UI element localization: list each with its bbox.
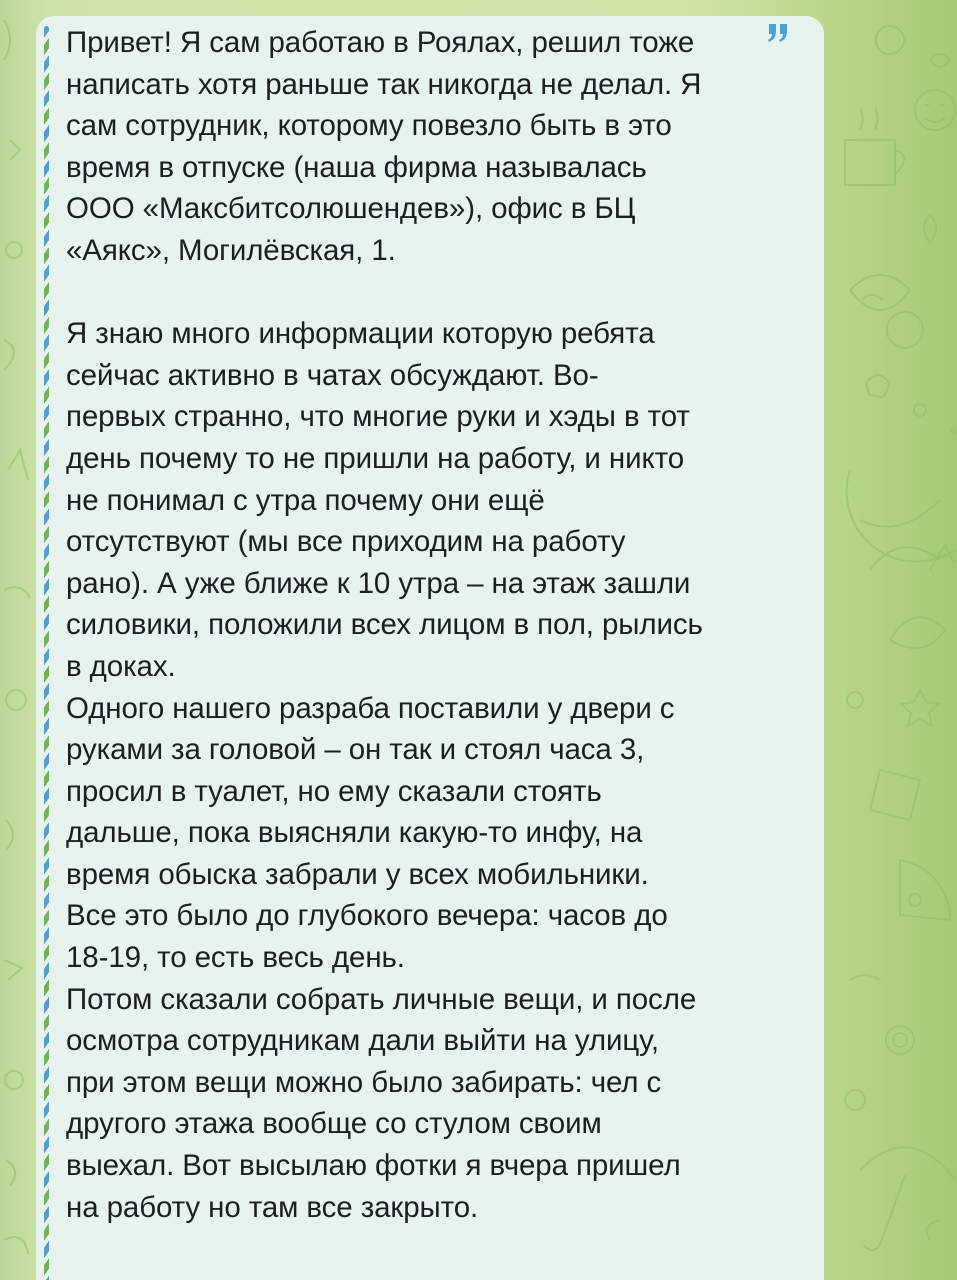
doodle-face-icon bbox=[915, 90, 955, 130]
doodle-box-icon bbox=[870, 770, 920, 820]
doodle-umbrella-icon bbox=[860, 1147, 955, 1250]
doodle-star-icon bbox=[901, 690, 939, 726]
doodle-spiral-icon bbox=[886, 1026, 914, 1054]
quoted-message-text: Привет! Я сам работаю в Роялах, решил тоже написать хотя раньше так никогда не делал. Я сам сотрудник, которому повезло быть в это время в отпуске (наша фирма называлась ООО «Максбитсолюшендев»), офис в БЦ «Аякс», Могилёвская, 1. Я знаю много информации которую ребята сейчас активно в чатах обсуждают. Во- первых странно, что многие руки и хэды в тот день почему то не пришли на работу, и никто не понимал с утра почему они ещё отсутствуют (мы все приходим на работу рано). А уже ближе к 10 утра – на этаж зашли силовики, положили всех лицом в пол, рылись в доках. Одного нашего разраба поставили у двери с руками за головой – он так и стоял часа 3, просил в туалет, но ему сказали стоять дальше, пока выясняли какую-то инфу, на время обыска забрали у всех мобильники. Все это было до глубокого вечера: часов до 18-19, то есть весь день. Потом сказали собрать личные вещи, и после осмотра сотрудникам дали выйти на улицу, при этом вещи можно было забирать: чел с другого этажа вообще со стулом своим выехал. Вот высылаю фотки я вчера пришел на работу но там все закрыто. bbox=[66, 26, 703, 1224]
quote-bar bbox=[44, 26, 49, 1280]
doodle-paw-icon bbox=[930, 54, 950, 67]
doodle-circle-icon bbox=[876, 26, 904, 54]
doodle-pizza-icon bbox=[900, 860, 950, 920]
doodle-planet-icon bbox=[850, 275, 910, 310]
doodle-mug-icon bbox=[845, 140, 904, 185]
doodle-leaf-icon bbox=[890, 617, 945, 648]
doodle-strawberry-icon bbox=[924, 215, 936, 243]
doodle-ball-icon bbox=[847, 430, 957, 562]
